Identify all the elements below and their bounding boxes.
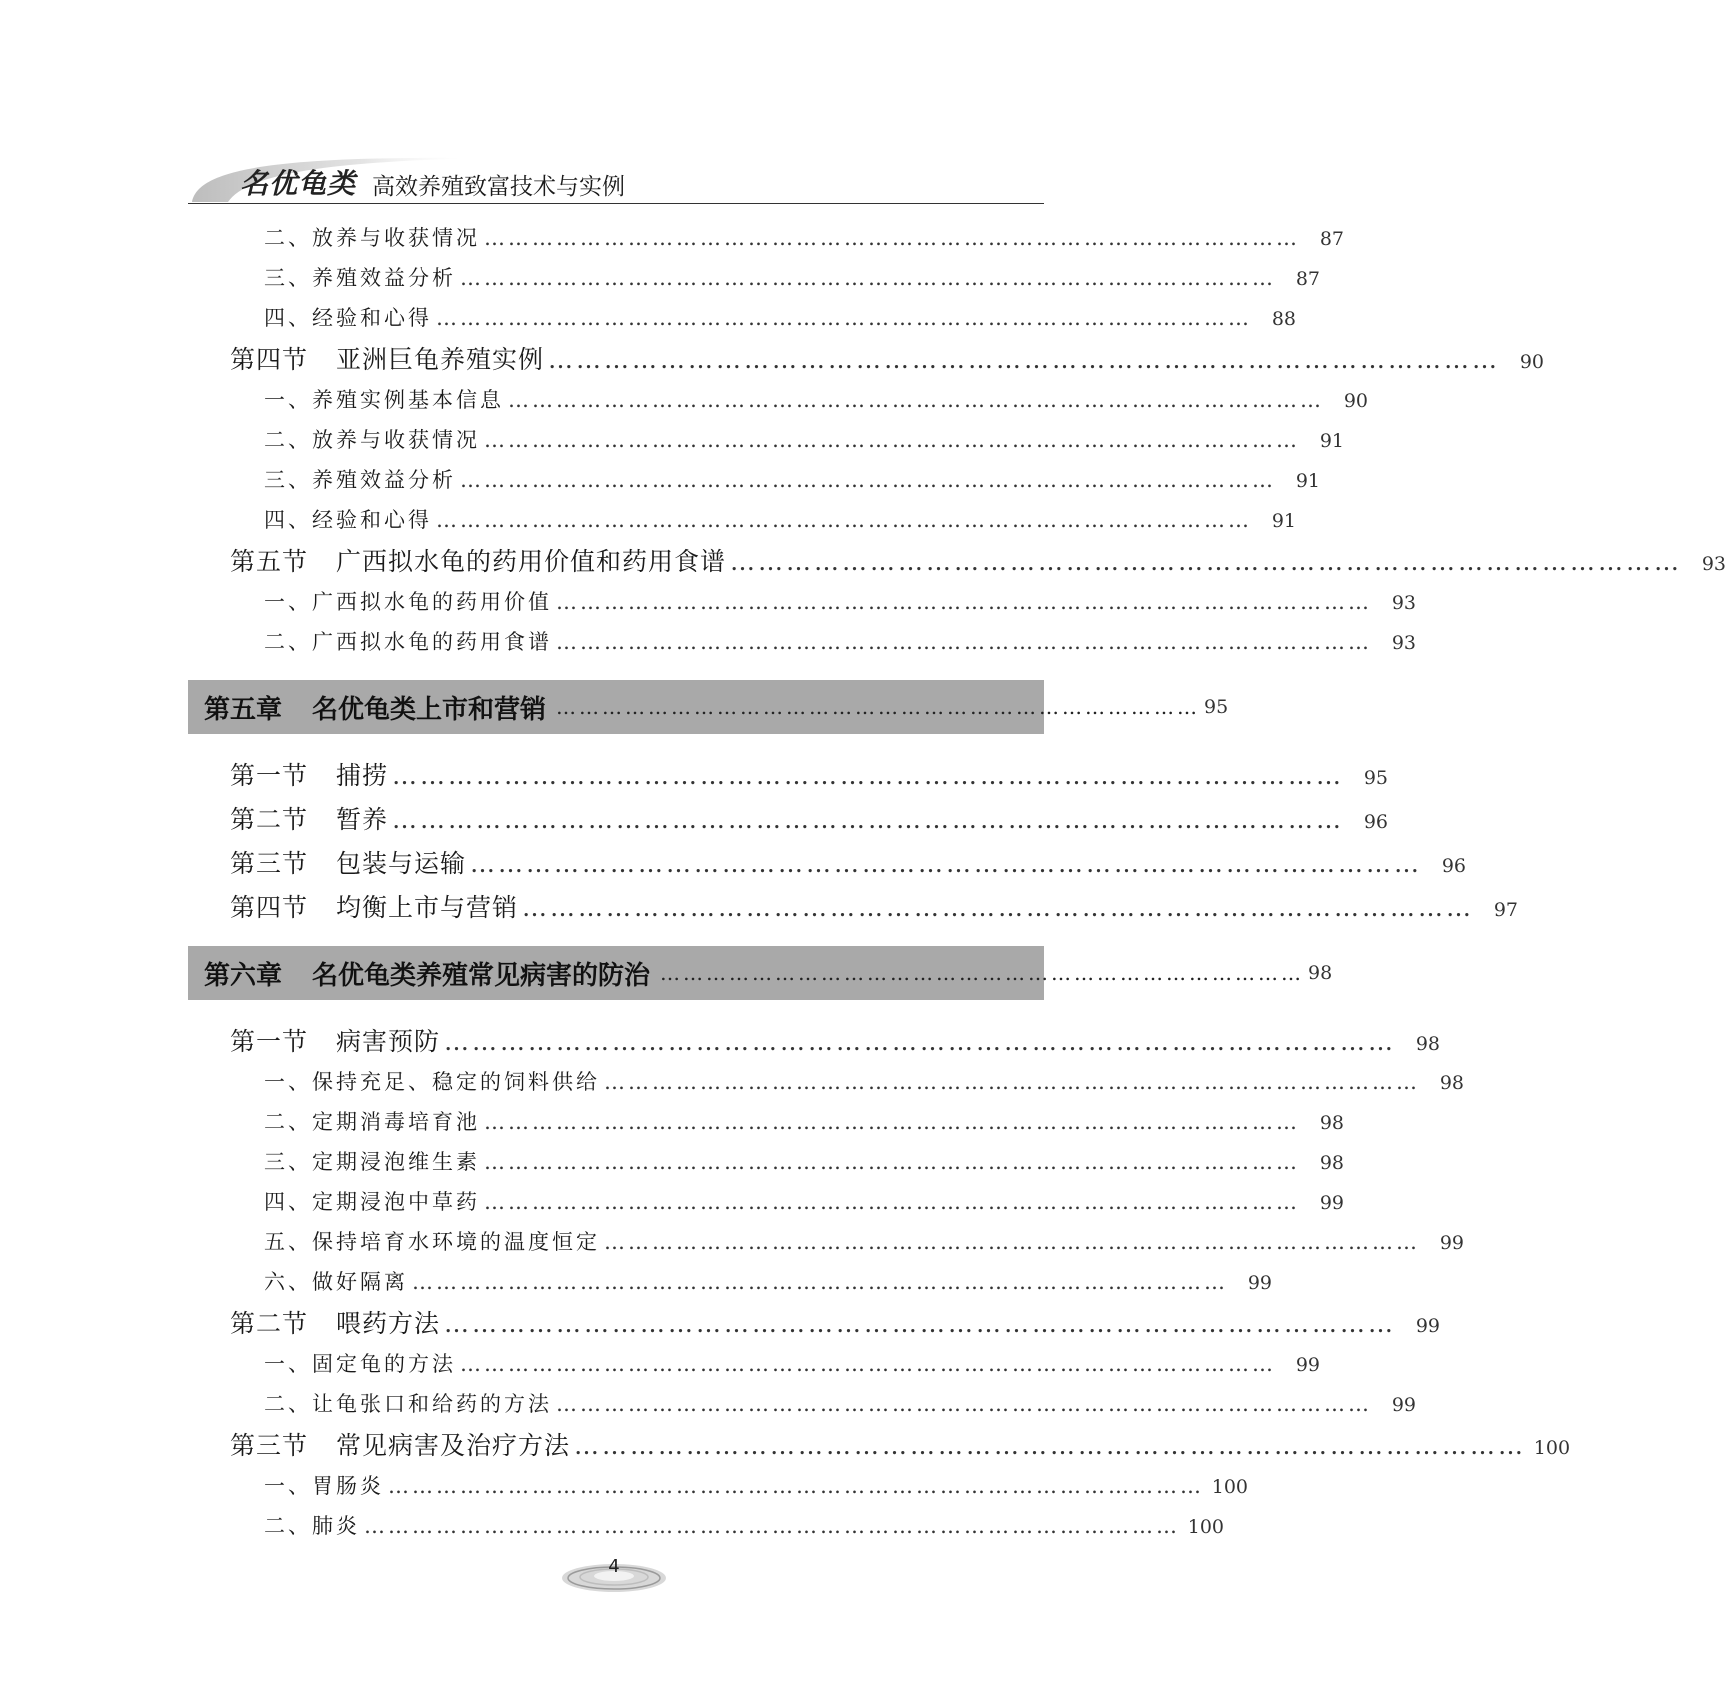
- toc-entry-page: 90: [1343, 390, 1368, 412]
- section-number: 第二节: [230, 1309, 309, 1338]
- section-title: 包装与运输: [336, 849, 467, 878]
- book-title: 高效养殖致富技术与实例: [372, 174, 625, 200]
- toc-entry-page: 96: [1441, 855, 1467, 877]
- toc-entry-page: 90: [1519, 351, 1545, 373]
- toc-entry-label: 一、保持充足、稳定的饲料供给: [264, 1070, 600, 1094]
- leader-dots: …………………………………………………………………………………………: [460, 468, 1276, 492]
- toc-entry[interactable]: [264, 1146, 1344, 1176]
- toc-entry[interactable]: [264, 1266, 1272, 1296]
- section-title: 喂药方法: [336, 1309, 441, 1338]
- toc-entry[interactable]: [264, 1226, 1464, 1256]
- leader-dots: …………………………………………………………………………………………: [484, 1150, 1300, 1174]
- toc-entry-label: 二、广西拟水龟的药用食谱: [264, 630, 552, 654]
- toc-entry-page: 93: [1391, 592, 1416, 614]
- toc-entry-page: 95: [1363, 767, 1389, 789]
- toc-entry-page: 93: [1701, 553, 1726, 575]
- toc-entry-label: 二、放养与收获情况: [264, 226, 480, 250]
- toc-entry[interactable]: [264, 222, 1344, 252]
- toc-entry[interactable]: [264, 384, 1368, 414]
- leader-dots: …………………………………………………………………………………………: [388, 1474, 1204, 1498]
- toc-entry-label: 五、保持培育水环境的温度恒定: [264, 1230, 600, 1254]
- toc-section[interactable]: [230, 800, 1389, 836]
- toc-entry-label: 一、固定龟的方法: [264, 1352, 456, 1376]
- section-title: 捕捞: [336, 761, 389, 790]
- header-rule: [188, 203, 1044, 204]
- toc-entry-page: 99: [1415, 1315, 1441, 1337]
- toc-section[interactable]: [230, 1426, 1571, 1462]
- leader-dots: …………………………………………………………………………………………: [604, 1230, 1420, 1254]
- toc-entry-page: 91: [1319, 430, 1344, 452]
- section-title: 亚洲巨龟养殖实例: [336, 345, 545, 374]
- toc-entry-label: 一、胃肠炎: [264, 1474, 384, 1498]
- leader-dots: …………………………………………………………………………………………: [522, 893, 1475, 922]
- toc-entry[interactable]: [264, 586, 1416, 616]
- leader-dots: …………………………………………………………………………………………: [436, 508, 1252, 532]
- section-title: 病害预防: [336, 1027, 441, 1056]
- toc-chapter-6[interactable]: [188, 946, 1333, 1000]
- toc-section[interactable]: [230, 1304, 1441, 1340]
- leader-dots: …………………………………………………………………………………………: [412, 1270, 1228, 1294]
- toc-entry-label: 二、定期消毒培育池: [264, 1110, 480, 1134]
- toc-entry-page: 99: [1319, 1192, 1344, 1214]
- chapter-number: 第五章: [204, 694, 283, 725]
- toc-entry-page: 87: [1295, 268, 1320, 290]
- chapter-title: 名优龟类养殖常见病害的防治: [312, 960, 651, 991]
- leader-dots: …………………………………………………………………………………………: [548, 345, 1501, 374]
- leader-dots: …………………………………………………………………………………………: [484, 428, 1300, 452]
- toc-entry-label: 六、做好隔离: [264, 1270, 408, 1294]
- toc-chapter-5[interactable]: [188, 680, 1229, 734]
- toc-section[interactable]: [230, 756, 1389, 792]
- toc-entry-page: 98: [1319, 1112, 1344, 1134]
- toc-entry-page: 99: [1247, 1272, 1272, 1294]
- leader-dots: …………………………………………………………………………………………: [392, 805, 1345, 834]
- toc-entry-page: 99: [1295, 1354, 1320, 1376]
- toc-entry[interactable]: [264, 1348, 1320, 1378]
- toc-entry[interactable]: [264, 1510, 1224, 1540]
- section-title: 均衡上市与营销: [336, 893, 519, 922]
- running-header: [188, 152, 1044, 204]
- toc-entry-page: 87: [1319, 228, 1344, 250]
- toc-entry-page: 100: [1533, 1437, 1571, 1459]
- toc-entry-label: 二、肺炎: [264, 1514, 360, 1538]
- toc-entry-label: 二、放养与收获情况: [264, 428, 480, 452]
- toc-entry[interactable]: [264, 626, 1416, 656]
- toc-entry[interactable]: [264, 504, 1296, 534]
- section-title: 常见病害及治疗方法: [336, 1431, 571, 1460]
- section-number: 第四节: [230, 893, 309, 922]
- leader-dots: …………………………………………………………………………………………: [392, 761, 1345, 790]
- leader-dots: …………………………………………………………………………………………: [484, 1110, 1300, 1134]
- section-number: 第三节: [230, 1431, 309, 1460]
- section-title: 广西拟水龟的药用价值和药用食谱: [336, 547, 727, 576]
- toc-entry-label: 三、养殖效益分析: [264, 266, 456, 290]
- toc-section[interactable]: [230, 888, 1519, 924]
- toc-entry-page: 97: [1493, 899, 1519, 921]
- leader-dots: …………………………………………………………………………………………: [484, 226, 1300, 250]
- series-logo: 名优龟类: [240, 167, 357, 200]
- leader-dots: …………………………………………………………………………………………: [484, 1190, 1300, 1214]
- section-number: 第一节: [230, 1027, 309, 1056]
- leader-dots: …………………………………………………………………………………………: [470, 849, 1423, 878]
- leader-dots: …………………………………………………………………………: [556, 695, 1201, 719]
- leader-dots: …………………………………………………………………………………………: [460, 1352, 1276, 1376]
- toc-entry-page: 96: [1363, 811, 1389, 833]
- section-number: 第四节: [230, 345, 309, 374]
- page-footer: [560, 1552, 668, 1596]
- toc-entry[interactable]: [264, 424, 1344, 454]
- toc-entry-label: 一、广西拟水龟的药用价值: [264, 590, 552, 614]
- toc-entry-page: 98: [1415, 1033, 1441, 1055]
- toc-entry-page: 98: [1439, 1072, 1464, 1094]
- toc-entry-page: 98: [1319, 1152, 1344, 1174]
- toc-entry-page: 99: [1439, 1232, 1464, 1254]
- leader-dots: …………………………………………………………………………………………: [574, 1431, 1527, 1460]
- toc-section[interactable]: [230, 844, 1467, 880]
- toc-entry-page: 99: [1391, 1394, 1416, 1416]
- toc-entry-label: 四、经验和心得: [264, 508, 432, 532]
- chapter-number: 第六章: [204, 960, 283, 991]
- toc-entry-page: 91: [1295, 470, 1320, 492]
- toc-entry-page: 100: [1211, 1476, 1248, 1498]
- toc-entry-page: 93: [1391, 632, 1416, 654]
- toc-entry-page: 88: [1271, 308, 1296, 330]
- leader-dots: …………………………………………………………………………………………: [556, 590, 1372, 614]
- toc-entry[interactable]: [264, 1106, 1344, 1136]
- toc-entry[interactable]: [264, 1066, 1464, 1096]
- section-number: 第三节: [230, 849, 309, 878]
- toc-entry-label: 二、让龟张口和给药的方法: [264, 1392, 552, 1416]
- toc-entry[interactable]: [264, 1186, 1344, 1216]
- toc-entry[interactable]: [264, 1470, 1248, 1500]
- section-number: 第二节: [230, 805, 309, 834]
- toc-section[interactable]: [230, 340, 1545, 376]
- leader-dots: …………………………………………………………………………: [660, 961, 1305, 985]
- toc-section[interactable]: [230, 1022, 1441, 1058]
- chapter-title: 名优龟类上市和营销: [312, 694, 547, 725]
- section-title: 暂养: [336, 805, 389, 834]
- toc-entry[interactable]: [264, 464, 1320, 494]
- toc-entry[interactable]: [264, 1388, 1416, 1418]
- leader-dots: …………………………………………………………………………………………: [460, 266, 1276, 290]
- section-number: 第五节: [230, 547, 309, 576]
- chapter-page: 98: [1308, 962, 1333, 984]
- toc-entry-page: 91: [1271, 510, 1296, 532]
- leader-dots: …………………………………………………………………………………………: [508, 388, 1324, 412]
- page-number: 4: [608, 1556, 620, 1577]
- leader-dots: …………………………………………………………………………………………: [444, 1027, 1397, 1056]
- toc-entry-page: 100: [1187, 1516, 1224, 1538]
- leader-dots: …………………………………………………………………………………………: [364, 1514, 1180, 1538]
- toc-entry-label: 三、定期浸泡维生素: [264, 1150, 480, 1174]
- section-number: 第一节: [230, 761, 309, 790]
- toc-entry[interactable]: [264, 302, 1296, 332]
- leader-dots: …………………………………………………………………………………………: [730, 547, 1683, 576]
- chapter-page: 95: [1204, 696, 1229, 718]
- leader-dots: …………………………………………………………………………………………: [556, 630, 1372, 654]
- toc-entry-label: 一、养殖实例基本信息: [264, 388, 504, 412]
- leader-dots: …………………………………………………………………………………………: [556, 1392, 1372, 1416]
- leader-dots: …………………………………………………………………………………………: [436, 306, 1252, 330]
- toc-entry-label: 四、经验和心得: [264, 306, 432, 330]
- leader-dots: …………………………………………………………………………………………: [444, 1309, 1397, 1338]
- toc-section[interactable]: [230, 542, 1726, 578]
- toc-entry-label: 三、养殖效益分析: [264, 468, 456, 492]
- leader-dots: …………………………………………………………………………………………: [604, 1070, 1420, 1094]
- toc-entry-label: 四、定期浸泡中草药: [264, 1190, 480, 1214]
- toc-entry[interactable]: [264, 262, 1320, 292]
